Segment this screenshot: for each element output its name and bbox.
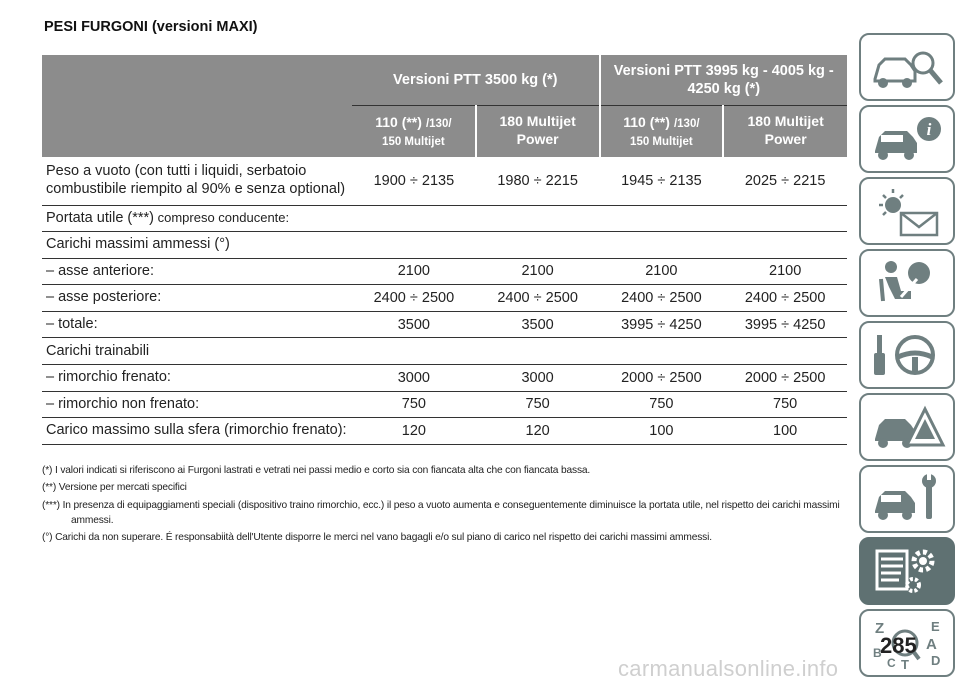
cell-value: 1980 ÷ 2215	[476, 157, 600, 205]
table-row	[42, 157, 847, 205]
cell-value: 120	[352, 418, 476, 445]
sub-header-line2: 150 Multijet	[630, 135, 693, 148]
sub-header-main: 180 Multijet Power	[747, 113, 824, 148]
sub-header-main: 110 (**)	[375, 113, 422, 130]
cell-value: 3500	[352, 311, 476, 338]
car-search-icon	[871, 41, 947, 95]
cell-value: 2100	[600, 258, 724, 285]
cell-value: 2000 ÷ 2500	[723, 365, 847, 392]
svg-text:i: i	[926, 120, 932, 139]
cell-value: 3000	[476, 365, 600, 392]
sidebar-tab-technical-data[interactable]	[859, 537, 955, 605]
table-row	[42, 418, 847, 445]
warning-light-message-icon	[871, 185, 947, 239]
cell-value: 750	[476, 391, 600, 418]
sidebar-tab-starting-driving[interactable]	[859, 321, 955, 389]
cell-value: 3000	[352, 365, 476, 392]
footnotes	[42, 463, 847, 547]
sidebar-tab-car-info[interactable]	[859, 105, 955, 173]
group-header-ptt-3500: Versioni PTT 3500 kg (*)	[352, 55, 600, 105]
row-label: – rimorchio frenato:	[42, 365, 352, 392]
row-label: – totale:	[42, 311, 352, 338]
row-label: Carichi massimi ammessi (°)	[42, 232, 847, 259]
table-row	[42, 232, 847, 259]
sidebar-tab-car-search[interactable]	[859, 33, 955, 101]
table-row	[42, 391, 847, 418]
table-row	[42, 311, 847, 338]
sub-header-110-130-150	[600, 105, 724, 157]
index-letter: C	[887, 656, 896, 670]
group-header-ptt-3995-4250: Versioni PTT 3995 kg - 4005 kg - 4250 kg (*)	[600, 55, 848, 105]
car-maintenance-wrench-icon	[871, 473, 947, 527]
cell-value: 2400 ÷ 2500	[600, 285, 724, 312]
table-row	[42, 338, 847, 365]
cell-value: 2100	[352, 258, 476, 285]
cell-value: 2100	[476, 258, 600, 285]
footnote: (**) Versione per mercati specifici	[42, 482, 187, 494]
sub-header-small: /130/	[673, 117, 700, 130]
sub-header-180-multijet-power	[476, 105, 600, 157]
cell-value: 100	[723, 418, 847, 445]
header-blank-cell	[42, 55, 352, 157]
table-row	[42, 205, 847, 232]
table-row	[42, 285, 847, 312]
sub-header-line2: 150 Multijet	[382, 135, 445, 148]
index-letter: E	[931, 619, 940, 634]
cell-value: 1900 ÷ 2135	[352, 157, 476, 205]
cell-value: 750	[352, 391, 476, 418]
row-label-note: compreso conducente:	[154, 209, 290, 225]
index-letter: A	[926, 636, 937, 653]
airbag-passenger-icon	[871, 257, 947, 311]
table-row	[42, 258, 847, 285]
row-label: Carico massimo sulla sfera (rimorchio frenato):	[42, 418, 352, 445]
cell-value: 120	[476, 418, 600, 445]
footnote: (***) In presenza di equipaggiamenti speciali (dispositivo traino rimorchio, ecc.) il peso a vuoto aumenta e conseguentemente diminuisce la portata utile, nel rispetto dei carichi massimi ammessi.	[42, 499, 840, 526]
table-row	[42, 365, 847, 392]
car-breakdown-warning-icon	[871, 401, 947, 455]
sub-header-main: 110 (**)	[623, 113, 670, 130]
row-label: Portata utile (***)	[46, 209, 154, 226]
cell-value: 3500	[476, 311, 600, 338]
footnote: (°) Carichi da non superare. É responsabiità dell'Utente disporre le merci nel vano bagagli e/o sul piano di carico nel rispetto dei carichi massimi ammessi.	[42, 532, 712, 544]
cell-value: 2400 ÷ 2500	[723, 285, 847, 312]
cell-value: 750	[723, 391, 847, 418]
sub-header-main: 180 Multijet Power	[499, 113, 576, 148]
car-info-icon	[871, 113, 947, 167]
row-label: – rimorchio non frenato:	[42, 391, 352, 418]
sub-header-180-multijet-power	[723, 105, 847, 157]
cell-value: 2100	[723, 258, 847, 285]
cell-value: 1945 ÷ 2135	[600, 157, 724, 205]
page-number: 285	[880, 633, 917, 658]
sidebar-tab-warning-lights[interactable]	[859, 177, 955, 245]
sidebar-tab-emergency[interactable]	[859, 393, 955, 461]
technical-data-gear-icon	[871, 545, 947, 599]
index-letter: D	[931, 653, 941, 668]
weights-table	[42, 55, 847, 445]
row-label: – asse posteriore:	[42, 285, 352, 312]
page-title: PESI FURGONI (versioni MAXI)	[44, 19, 258, 35]
index-letter: Z	[875, 620, 885, 637]
cell-value: 750	[600, 391, 724, 418]
sub-header-small: /130/	[425, 117, 452, 130]
cell-value: 3995 ÷ 4250	[600, 311, 724, 338]
sidebar-tab-safety[interactable]	[859, 249, 955, 317]
cell-value: 2400 ÷ 2500	[476, 285, 600, 312]
cell-value: 2025 ÷ 2215	[723, 157, 847, 205]
cell-value: 2400 ÷ 2500	[352, 285, 476, 312]
row-label: Peso a vuoto (con tutti i liquidi, serbatoio combustibile riempito al 90% e senza optional)	[42, 157, 352, 205]
steering-wheel-key-icon	[871, 329, 947, 383]
sidebar-tab-maintenance[interactable]	[859, 465, 955, 533]
index-letter: T	[901, 657, 909, 671]
cell-value: 2000 ÷ 2500	[600, 365, 724, 392]
cell-value: 3995 ÷ 4250	[723, 311, 847, 338]
watermark: carmanualsonline.info	[618, 656, 839, 681]
row-label: – asse anteriore:	[42, 258, 352, 285]
row-label-cell	[42, 205, 847, 232]
cell-value: 100	[600, 418, 724, 445]
index-letter: B	[873, 646, 882, 660]
sub-header-110-130-150	[352, 105, 476, 157]
footnote: (*) I valori indicati si riferiscono ai Furgoni lastrati e vetrati nei passi medio e corto sia con fiancata alta che con fiancata bassa.	[42, 465, 591, 476]
row-label: Carichi trainabili	[42, 338, 847, 365]
